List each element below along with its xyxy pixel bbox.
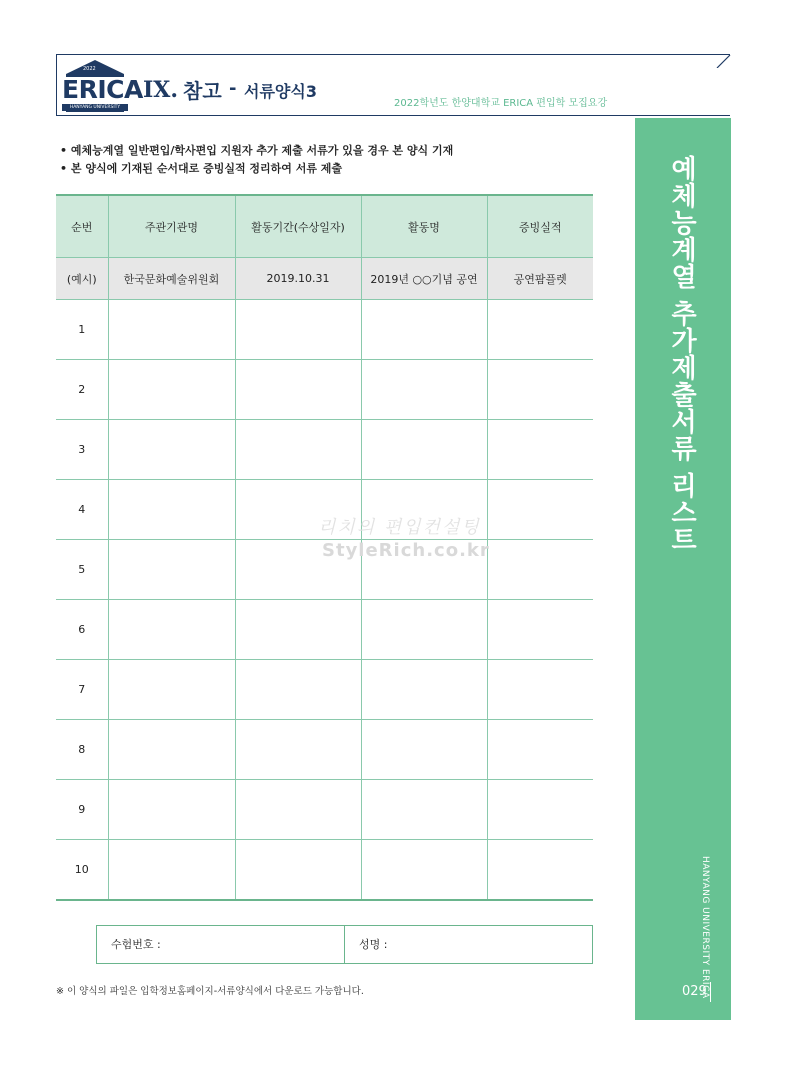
instruction-bullet-2: • 본 양식에 기재된 순서대로 증빙실적 정리하여 서류 제출 xyxy=(60,162,343,175)
row-number: 1 xyxy=(56,300,108,360)
example-period: 2019.10.31 xyxy=(235,258,361,300)
organizer-cell[interactable] xyxy=(108,840,235,901)
table-row xyxy=(56,660,593,720)
activity-cell[interactable] xyxy=(361,720,487,780)
period-cell[interactable] xyxy=(235,360,361,420)
column-header-period: 활동기간(수상일자) xyxy=(235,195,361,258)
activity-cell[interactable] xyxy=(361,600,487,660)
name-field[interactable]: 성명 : xyxy=(344,926,592,963)
evidence-cell[interactable] xyxy=(487,300,593,360)
activity-cell[interactable] xyxy=(361,360,487,420)
evidence-cell[interactable] xyxy=(487,420,593,480)
exam-number-field[interactable]: 수험번호 : xyxy=(111,938,161,951)
evidence-cell[interactable] xyxy=(487,360,593,420)
column-header-activity: 활동명 xyxy=(361,195,487,258)
evidence-cell[interactable] xyxy=(487,780,593,840)
row-number: 4 xyxy=(56,480,108,540)
example-number: (예시) xyxy=(56,258,108,300)
row-number: 10 xyxy=(56,840,108,901)
footnote: ※ 이 양식의 파일은 입학정보홈페이지-서류양식에서 다운로드 가능합니다. xyxy=(56,986,364,997)
evidence-cell[interactable] xyxy=(487,720,593,780)
period-cell[interactable] xyxy=(235,840,361,901)
period-cell[interactable] xyxy=(235,720,361,780)
table-row xyxy=(56,720,593,780)
row-number: 8 xyxy=(56,720,108,780)
period-cell[interactable] xyxy=(235,780,361,840)
activity-cell[interactable] xyxy=(361,660,487,720)
table-header-row xyxy=(56,195,593,258)
instruction-bullet-1: • 예체능계열 일반편입/학사편입 지원자 추가 제출 서류가 있을 경우 본 양식 기재 xyxy=(60,144,454,157)
activity-cell[interactable] xyxy=(361,780,487,840)
corner-slash-icon xyxy=(713,54,731,68)
row-number: 5 xyxy=(56,540,108,600)
row-number: 7 xyxy=(56,660,108,720)
activity-cell[interactable] xyxy=(361,300,487,360)
header-caption: 2022학년도 한양대학교 ERICA 편입학 모집요강 xyxy=(394,98,608,109)
organizer-cell[interactable] xyxy=(108,480,235,540)
organizer-cell[interactable] xyxy=(108,660,235,720)
row-number: 9 xyxy=(56,780,108,840)
evidence-cell[interactable] xyxy=(487,600,593,660)
logo-subtext: HANYANG UNIVERSITY xyxy=(62,104,128,111)
example-evidence: 공연팜플렛 xyxy=(487,258,593,300)
table-row xyxy=(56,840,593,901)
table-row xyxy=(56,780,593,840)
column-header-organizer: 주관기관명 xyxy=(108,195,235,258)
side-university-label: HANYANG UNIVERSITY ERICA xyxy=(700,856,710,999)
organizer-cell[interactable] xyxy=(108,600,235,660)
column-header-number: 순번 xyxy=(56,195,108,258)
watermark-line-2: StyleRich.co.kr xyxy=(322,540,490,561)
section-number: IX. xyxy=(143,77,179,103)
organizer-cell[interactable] xyxy=(108,420,235,480)
row-number: 2 xyxy=(56,360,108,420)
column-header-evidence: 증빙실적 xyxy=(487,195,593,258)
section-subtitle: 서류양식3 xyxy=(244,82,317,101)
row-number: 6 xyxy=(56,600,108,660)
activity-cell[interactable] xyxy=(361,840,487,901)
activity-cell[interactable] xyxy=(361,420,487,480)
table-row xyxy=(56,420,593,480)
organizer-cell[interactable] xyxy=(108,360,235,420)
evidence-cell[interactable] xyxy=(487,540,593,600)
table-row xyxy=(56,600,593,660)
organizer-cell[interactable] xyxy=(108,720,235,780)
organizer-cell[interactable] xyxy=(108,780,235,840)
side-title-wrap xyxy=(634,155,730,635)
example-activity: 2019년 ○○기념 공연 xyxy=(361,258,487,300)
evidence-cell[interactable] xyxy=(487,480,593,540)
logo-year: 2022 xyxy=(83,66,96,72)
watermark-line-1: 리치의 편입컨설팅 xyxy=(318,517,481,538)
row-number: 3 xyxy=(56,420,108,480)
evidence-cell[interactable] xyxy=(487,660,593,720)
example-row xyxy=(56,258,593,300)
logo-text: ERICA xyxy=(62,75,143,104)
period-cell[interactable] xyxy=(235,660,361,720)
table-row xyxy=(56,300,593,360)
example-organizer: 한국문화예술위원회 xyxy=(108,258,235,300)
evidence-cell[interactable] xyxy=(487,840,593,901)
applicant-info-box xyxy=(96,925,593,964)
page-number-divider xyxy=(710,982,711,1002)
period-cell[interactable] xyxy=(235,420,361,480)
section-title: 참고 xyxy=(183,79,222,103)
page-number: 029 xyxy=(682,984,707,999)
organizer-cell[interactable] xyxy=(108,540,235,600)
period-cell[interactable] xyxy=(235,600,361,660)
organizer-cell[interactable] xyxy=(108,300,235,360)
period-cell[interactable] xyxy=(235,300,361,360)
title-separator: - xyxy=(229,78,237,99)
side-title: 예체능계열 추가제출서류 리스트 xyxy=(666,155,697,554)
table-row xyxy=(56,360,593,420)
